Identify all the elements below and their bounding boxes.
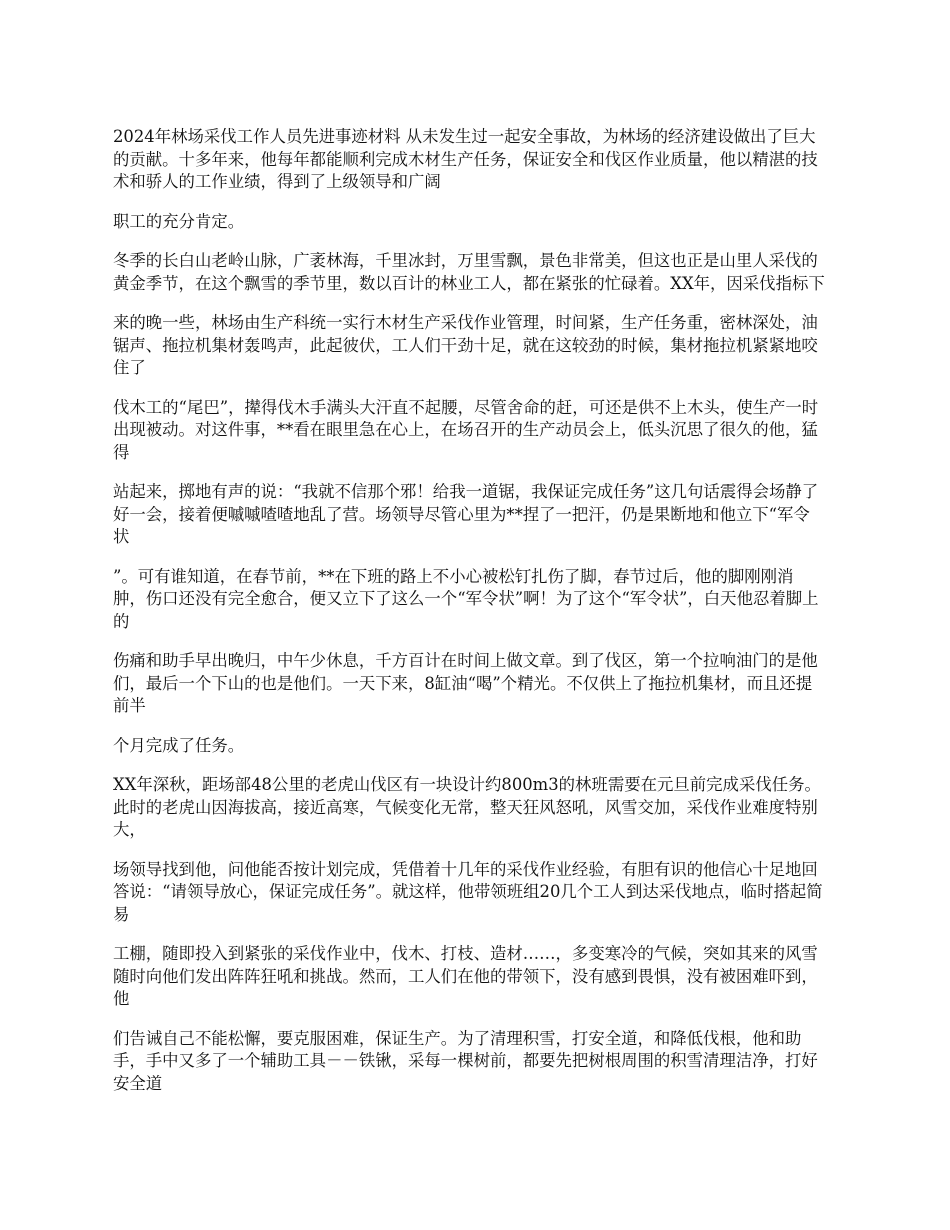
paragraph: 伐木工的“尾巴”，撵得伐木手满头大汗直不起腰，尽管舍命的赶，可还是供不上木头，使生产一时出现被动。对这件事，**看在眼里急在心上，在场召开的生产动员会上，低头沉思了很久的他，猛得 — [113, 397, 819, 462]
paragraph: 站起来，掷地有声的说：“我就不信那个邪！给我一道锯，我保证完成任务”这几句话震得会场静了好一会，接着便嘁嘁喳喳地乱了营。场领导尽管心里为**捏了一把汗，仍是果断地和他立下“军令状 — [113, 482, 819, 546]
paragraph: 来的晚一些，林场由生产科统一实行木材生产采伐作业管理，时间紧，生产任务重，密林深处，油锯声、拖拉机集材轰鸣声，此起彼伏，工人们干劲十足，就在这较劲的时候，集材拖拉机紧紧地咬住了 — [113, 313, 818, 377]
paragraph: 工棚，随即投入到紧张的采伐作业中，伐木、打枝、造材……，多变寒冷的气候，突如其来的风雪随时向他们发出阵阵狂吼和挑战。然而，工人们在他的带领下，没有感到畏惧，没有被困难吓到，他 — [113, 944, 818, 1008]
paragraph: 场领导找到他，问他能否按计划完成，凭借着十几年的采伐作业经验，有胆有识的他信心十足地回答说：“请领导放心，保证完成任务”。就这样，他带领班组20几个工人到达采伐地点，临时搭起简易 — [113, 859, 823, 924]
paragraph: XX年深秋，距场部48公里的老虎山伐区有一块设计约800m3的林班需要在元旦前完成采伐任务。此时的老虎山因海拔高，接近高寒，气候变化无常，整天狂风怒吼，风雪交加，采伐作业难度特别大， — [113, 775, 821, 839]
paragraph: 冬季的长白山老岭山脉，广袤林海，千里冰封，万里雪飘，景色非常美，但这也正是山里人采伐的黄金季节，在这个飘雪的季节里，数以百计的林业工人，都在紧张的忙碌着。XX年，因采伐指标下 — [113, 251, 825, 293]
paragraph: 职工的充分肯定。 — [113, 211, 245, 231]
paragraph: 伤痛和助手早出晚归，中午少休息，千方百计在时间上做文章。到了伐区，第一个拉响油门的是他们，最后一个下山的也是他们。一天下来，8缸油“喝”个精光。不仅供上了拖拉机集材，而且还提前半 — [113, 651, 818, 715]
document-body — [113, 126, 826, 1112]
paragraph: 2024年林场采伐工作人员先进事迹材料 从未发生过一起安全事故，为林场的经济建设做出了巨大的贡献。十多年来，他每年都能顺利完成木材生产任务，保证安全和伐区作业质量，他以精湛的技术和骄人的工作业绩，得到了上级领导和广阔 — [113, 127, 818, 191]
paragraph: ”。可有谁知道，在春节前，**在下班的路上不小心被松钉扎伤了脚，春节过后，他的脚刚刚消肿，伤口还没有完全愈合，便又立下了这么一个“军令状”啊！为了这个“军令状”，白天他忍着脚上的 — [113, 566, 819, 631]
paragraph: 们告诫自己不能松懈，要克服困难，保证生产。为了清理积雪，打安全道，和降低伐根，他和助手，手中又多了一个辅助工具－－铁锹，采每一棵树前，都要先把树根周围的积雪清理洁净，打好安全道 — [113, 1028, 818, 1093]
paragraph: 个月完成了任务。 — [113, 735, 245, 755]
